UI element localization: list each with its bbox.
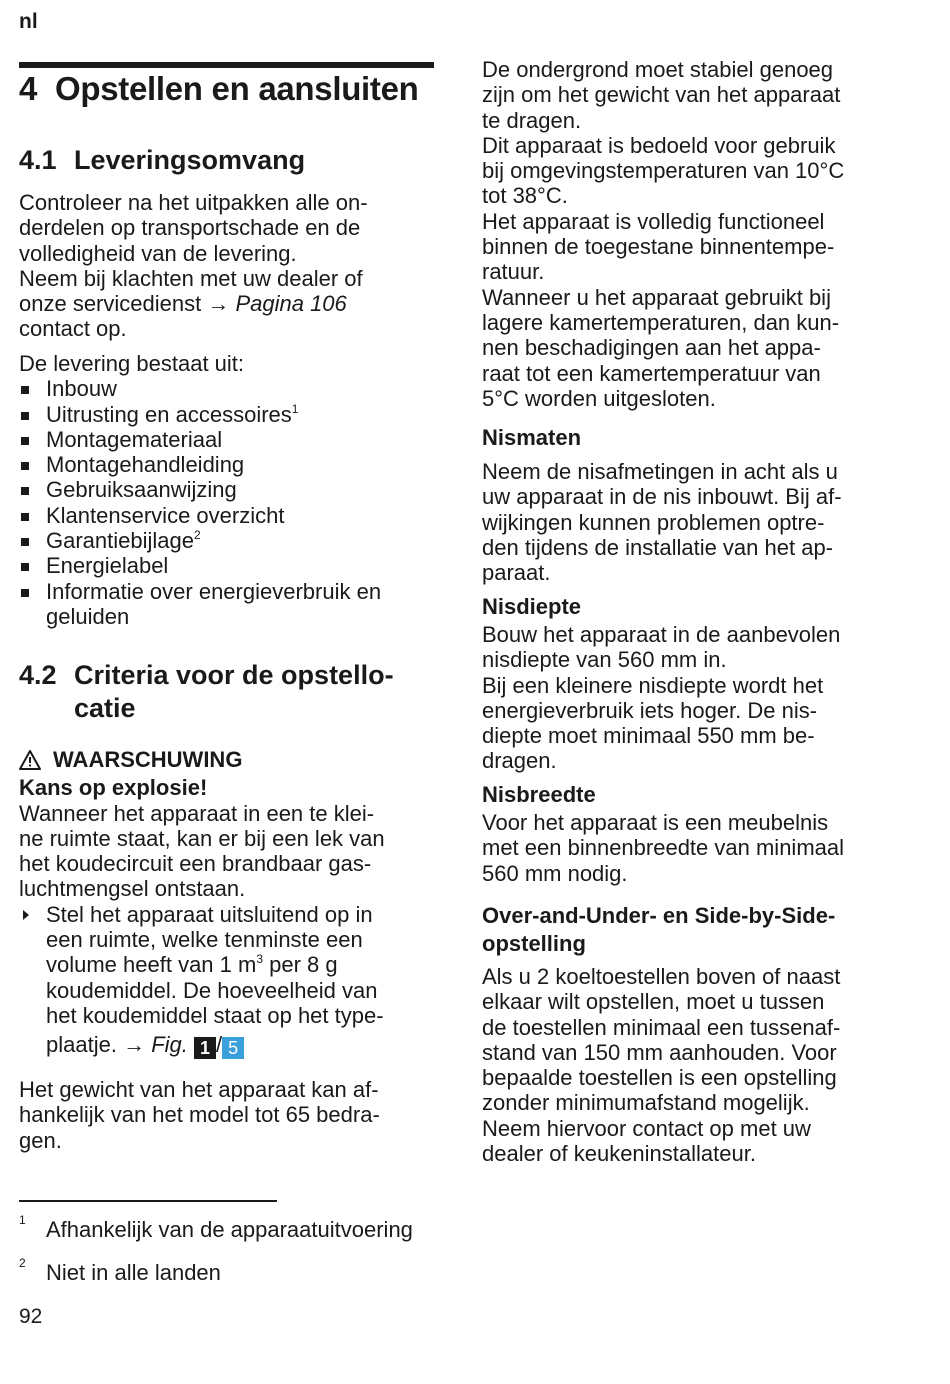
text-line: luchtmengsel ontstaan. bbox=[19, 876, 246, 902]
text-line: te dragen. bbox=[482, 107, 582, 133]
text-line: derdelen op transportschade en de bbox=[19, 215, 361, 241]
subheading-nismaten: Nismaten bbox=[482, 425, 582, 450]
arrow-icon: → bbox=[207, 291, 230, 317]
text-line: Controleer na het uitpakken alle on- bbox=[19, 190, 368, 215]
text-line: de toestellen minimaal een tussenaf- bbox=[482, 1014, 841, 1040]
text-line: Neem bij klachten met uw dealer of bbox=[19, 265, 363, 291]
list-item: Klantenservice overzicht bbox=[19, 503, 439, 528]
page-reference-link[interactable]: Pagina 106 bbox=[235, 291, 347, 317]
warning-triangle-icon bbox=[19, 750, 41, 775]
warning-heading: Kans op explosie! bbox=[19, 775, 208, 801]
text-line: wijkingen kunnen problemen optre- bbox=[482, 509, 825, 535]
text-line: diepte moet minimaal 550 mm be- bbox=[482, 723, 815, 749]
text-line: zonder minimumafstand mogelijk. bbox=[482, 1090, 810, 1116]
list-item: Garantiebijlage$^2$ bbox=[19, 528, 439, 553]
list-item: Informatie over energieverbruik en geluiden bbox=[19, 579, 439, 630]
text-line: stand van 150 mm aanhouden. Voor bbox=[482, 1039, 837, 1065]
text-line: nen beschadigingen aan het appa- bbox=[482, 335, 821, 361]
delivery-list bbox=[19, 376, 439, 629]
text-line: zijn om het gewicht van het apparaat bbox=[482, 82, 841, 108]
list-item: Montagehandleiding bbox=[19, 452, 439, 477]
subheading-nisdiepte: Nisdiepte bbox=[482, 594, 582, 619]
text-line: koudemiddel. De hoeveelheid van bbox=[46, 977, 378, 1003]
text-line: bepaalde toestellen is een opstelling bbox=[482, 1065, 837, 1091]
nisbreedte-block bbox=[482, 782, 927, 886]
warning-block bbox=[19, 747, 439, 1059]
text-line: elkaar wilt opstellen, moet u tussen bbox=[482, 989, 825, 1015]
text-line: contact op. bbox=[19, 316, 127, 342]
over-under-block bbox=[482, 902, 927, 1166]
list-intro: De levering bestaat uit: bbox=[19, 351, 245, 376]
text-line: uw apparaat in de nis inbouwt. Bij af- bbox=[482, 484, 842, 510]
nisdiepte-block bbox=[482, 594, 927, 774]
text-line: het koudecircuit een brandbaar gas- bbox=[19, 851, 372, 877]
text-line: raat tot een kamertemperatuur van bbox=[482, 360, 821, 386]
language-code: nl bbox=[19, 10, 38, 33]
text-line: Als u 2 koeltoestellen boven of naast bbox=[482, 964, 841, 989]
list-item: Energielabel bbox=[19, 553, 439, 578]
text-line: Bouw het apparaat in de aanbevolen bbox=[482, 622, 841, 647]
text-line: Het apparaat is volledig functioneel bbox=[482, 208, 825, 234]
warning-label: WAARSCHUWING bbox=[19, 747, 439, 775]
weight-paragraph bbox=[19, 1077, 439, 1153]
footnote-rule bbox=[19, 1200, 277, 1202]
ground-paragraph bbox=[482, 57, 927, 411]
text-line: binnen de toegestane binnentempe- bbox=[482, 234, 835, 260]
text-line: Dit apparaat is bedoeld voor gebruik bbox=[482, 132, 836, 158]
page-number: 92 bbox=[19, 1305, 43, 1328]
text-line: volume heeft van 1 $m^3$ per 8 g bbox=[46, 952, 338, 978]
footnote-marker: 1 bbox=[291, 401, 299, 416]
instruction-step bbox=[19, 902, 439, 1059]
text-line: Wanneer u het apparaat gebruikt bij bbox=[482, 284, 831, 310]
text-line: Wanneer het apparaat in een te klei- bbox=[19, 800, 375, 826]
chapter-heading bbox=[19, 70, 419, 108]
text-line: met een binnenbreedte van minimaal bbox=[482, 835, 845, 861]
text-line: volledigheid van de levering. bbox=[19, 240, 297, 266]
list-item: Gebruiksaanwijzing bbox=[19, 477, 439, 502]
section-title: Criteria voor de opstello- bbox=[74, 660, 394, 690]
chapter-number: 4 bbox=[19, 70, 38, 107]
delivery-list-block bbox=[19, 351, 439, 629]
nismaten-block bbox=[482, 425, 927, 585]
text-line: ne ruimte staat, kan er bij een lek van bbox=[19, 825, 385, 851]
text-line: onze servicedienst → Pagina 106 bbox=[19, 291, 347, 317]
text-line: ratuur. bbox=[482, 259, 545, 285]
section-4-2-heading bbox=[19, 659, 394, 725]
text-line: bij omgevingstemperaturen van 10°C bbox=[482, 158, 845, 184]
text-line: hankelijk van het model tot 65 bedra- bbox=[19, 1102, 380, 1128]
text-line: gen. bbox=[19, 1127, 62, 1153]
text-line: nisdiepte van 560 mm in. bbox=[482, 647, 727, 673]
nisbreedte-text bbox=[482, 810, 927, 886]
figure-1-link[interactable]: 1 bbox=[194, 1037, 216, 1059]
subheading-nisbreedte: Nisbreedte bbox=[482, 782, 596, 807]
intro-paragraph bbox=[19, 190, 439, 342]
text-line: dragen. bbox=[482, 748, 557, 774]
subheading-over-under: Over-and-Under- en Side-by-Side- opstelling bbox=[482, 903, 836, 956]
text-line: Voor het apparaat is een meubelnis bbox=[482, 810, 829, 835]
text-line: 5°C worden uitgesloten. bbox=[482, 385, 716, 411]
text-line: 560 mm nodig. bbox=[482, 860, 628, 886]
text-line: De ondergrond moet stabiel genoeg bbox=[482, 57, 834, 82]
text-line: lagere kamertemperaturen, dan kun- bbox=[482, 309, 840, 335]
list-item: Montagemateriaal bbox=[19, 427, 439, 452]
section-title-cont: catie bbox=[74, 693, 136, 723]
list-item: Uitrusting en accessoires$^1$ bbox=[19, 402, 439, 427]
text-line: plaatje. → Fig. 1 / 5 bbox=[46, 1032, 439, 1059]
figure-5-link[interactable]: 5 bbox=[222, 1037, 244, 1059]
text-line: Neem hiervoor contact op met uw bbox=[482, 1115, 811, 1141]
nismaten-text bbox=[482, 459, 927, 585]
text-line: het koudemiddel staat op het type- bbox=[46, 1002, 384, 1028]
text-line: paraat. bbox=[482, 560, 551, 586]
chapter-rule bbox=[19, 62, 434, 68]
section-number: 4.2 bbox=[19, 660, 57, 690]
section-4-1-heading bbox=[19, 144, 305, 177]
text-line: Neem de nisafmetingen in acht als u bbox=[482, 459, 838, 484]
text-line: Bij een kleinere nisdiepte wordt het bbox=[482, 672, 824, 698]
list-item: Inbouw bbox=[19, 376, 439, 401]
arrow-icon: → bbox=[123, 1032, 146, 1058]
text-line: een ruimte, welke tenminste een bbox=[46, 927, 363, 953]
footnote-marker: 2 bbox=[193, 528, 201, 543]
text-line: Stel het apparaat uitsluitend op in bbox=[46, 901, 373, 927]
text-line: tot 38°C. bbox=[482, 183, 568, 209]
figure-reference: Fig. bbox=[151, 1032, 188, 1058]
chapter-title: Opstellen en aansluiten bbox=[55, 70, 419, 107]
text-line: dealer of keukeninstallateur. bbox=[482, 1141, 756, 1167]
section-title: Leveringsomvang bbox=[74, 145, 306, 175]
text-line: energieverbruik iets hoger. De nis- bbox=[482, 697, 818, 723]
text-line: den tijdens de installatie van het ap- bbox=[482, 534, 834, 560]
text-line: Het gewicht van het apparaat kan af- bbox=[19, 1077, 379, 1102]
over-under-text bbox=[482, 964, 927, 1166]
nisdiepte-text bbox=[482, 622, 927, 774]
section-number: 4.1 bbox=[19, 145, 57, 175]
step-arrow-icon bbox=[23, 910, 29, 920]
